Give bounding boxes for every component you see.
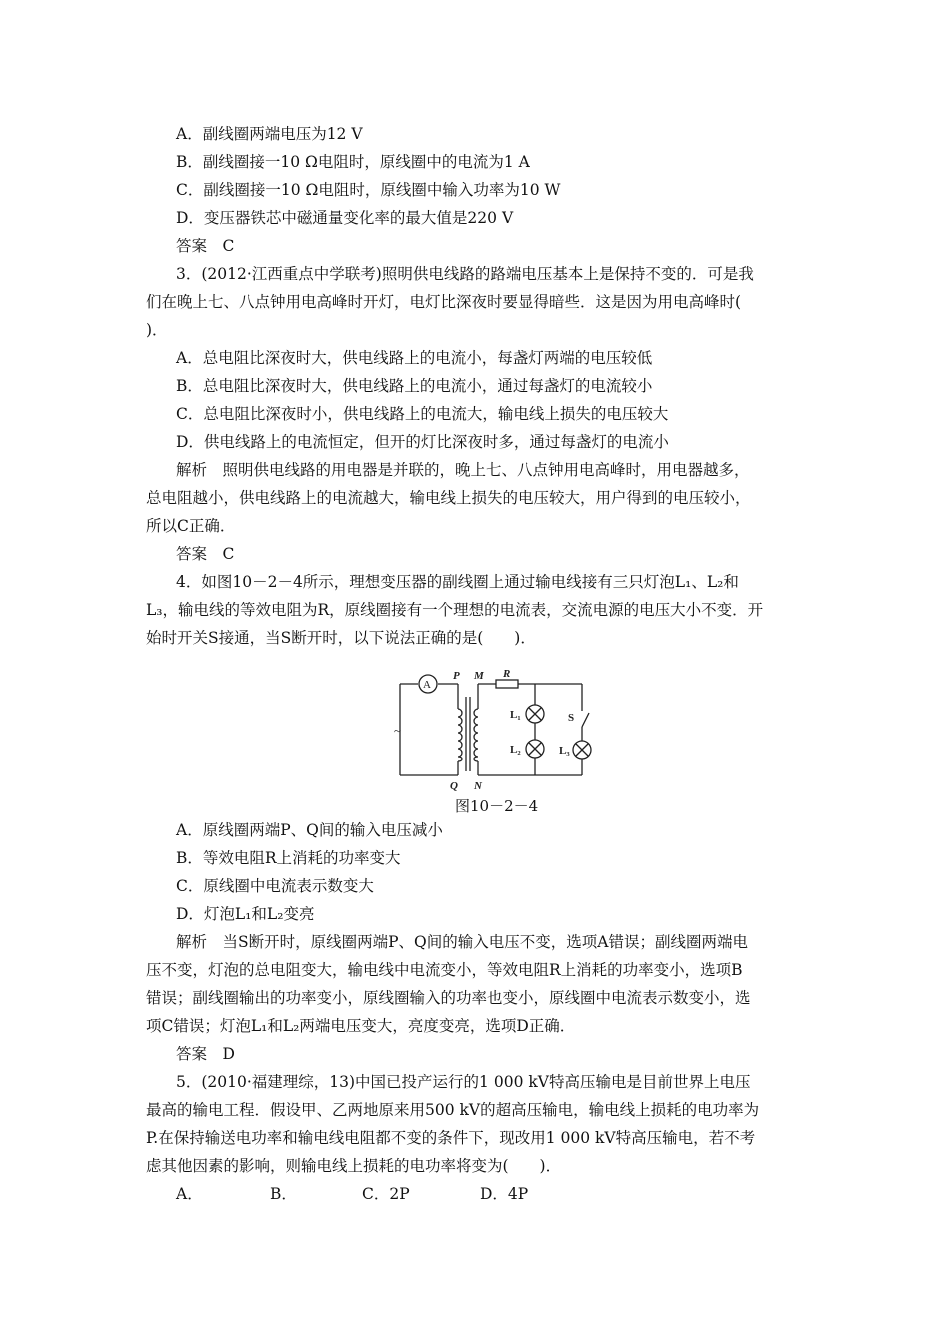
q3-analysis-line-2: 总电阻越小，供电线路上的电流越大，输电线上损失的电压较大，用户得到的电压较小， [146,489,751,507]
q4-option-a: A．原线圈两端P、Q间的输入电压减小 [176,821,443,839]
ammeter-label: A [423,679,431,691]
q5-stem-line-1: 5．(2010·福建理综，13)中国已投产运行的1 000 kV特高压输电是目前世界上电压 [176,1073,751,1091]
q3-option-c: C．总电阻比深夜时小，供电线路上的电流大，输电线上损失的电压较大 [176,405,669,423]
q3-stem-line-2: 们在晚上七、八点钟用电高峰时开灯，电灯比深夜时要显得暗些．这是因为用电高峰时( [146,293,742,311]
q4-option-d: D．灯泡L₁和L₂变亮 [176,905,315,923]
q2-option-a: A．副线圈两端电压为12 V [176,125,363,143]
figure-caption: 图10－2－4 [455,797,539,815]
q3-option-d: D．供电线路上的电流恒定，但开的灯比深夜时多，通过每盏灯的电流小 [176,433,669,451]
q4-stem-line-2: L₃，输电线的等效电阻为R，原线圈接有一个理想的电流表，交流电源的电压大小不变．开 [146,601,764,619]
q5-option-a: A． [176,1185,203,1203]
q2-option-b: B．副线圈接一10 Ω电阻时，原线圈中的电流为1 A [176,153,530,171]
q5-option-d: D．4P [480,1185,529,1203]
label-l1: L₁ [510,709,521,721]
label-p: P [453,670,460,682]
q3-answer: 答案 C [176,545,235,563]
q4-option-c: C．原线圈中电流表示数变大 [176,877,374,895]
q2-option-c: C．副线圈接一10 Ω电阻时，原线圈中输入功率为10 W [176,181,561,199]
q2-answer: 答案 C [176,237,235,255]
q5-stem-line-2: 最高的输电工程．假设甲、乙两地原来用500 kV的超高压输电，输电线上损耗的电功率为 [146,1101,760,1119]
q3-analysis-line-1: 解析 照明供电线路的用电器是并联的，晚上七、八点钟用电高峰时，用电器越多， [176,461,750,479]
q5-stem-line-3: P.在保持输送电功率和输电线电阻都不变的条件下，现改用1 000 kV特高压输电，若不考 [146,1129,756,1147]
q2-option-d: D．变压器铁芯中磁通量变化率的最大值是220 V [176,209,514,227]
q3-stem-line-1: 3．(2012·江西重点中学联考)照明供电线路的路端电压基本上是保持不变的．可是我 [176,265,754,283]
label-m: M [474,670,484,682]
label-s: S [568,712,575,724]
q4-analysis-line-3: 错误；副线圈输出的功率变小，原线圈输入的功率也变小，原线圈中电流表示数变小，选 [146,989,751,1007]
circuit-diagram [392,665,622,795]
q5-stem-line-4: 虑其他因素的影响，则输电线上损耗的电功率将变为( )． [146,1157,562,1175]
label-n: N [474,780,482,792]
label-q: Q [450,780,458,792]
q4-answer: 答案 D [176,1045,235,1063]
ac-source-symbol: ~ [394,723,402,738]
q5-option-c: C．2P [362,1185,410,1203]
label-l2: L₂ [510,744,521,756]
label-l3: L₃ [559,745,570,757]
q4-analysis-line-4: 项C错误；灯泡L₁和L₂两端电压变大，亮度变亮，选项D正确． [146,1017,576,1035]
label-r: R [503,668,511,680]
q3-option-b: B．总电阻比深夜时大，供电线路上的电流小，通过每盏灯的电流较小 [176,377,653,395]
q4-stem-line-1: 4．如图10－2－4所示，理想变压器的副线圈上通过输电线接有三只灯泡L₁、L₂和 [176,573,739,591]
q4-stem-line-3: 始时开关S接通，当S断开时，以下说法正确的是( )． [146,629,536,647]
q3-option-a: A．总电阻比深夜时大，供电线路上的电流小，每盏灯两端的电压较低 [176,349,653,367]
q3-stem-line-3: )． [146,321,168,339]
q4-option-b: B．等效电阻R上消耗的功率变大 [176,849,401,867]
q5-option-b: B． [270,1185,297,1203]
q4-analysis-line-1: 解析 当S断开时，原线圈两端P、Q间的输入电压不变，选项A错误；副线圈两端电 [176,933,748,951]
q3-analysis-line-3: 所以C正确． [146,517,236,535]
q4-analysis-line-2: 压不变，灯泡的总电阻变大，输电线中电流变小，等效电阻R上消耗的功率变小，选项B [146,961,743,979]
